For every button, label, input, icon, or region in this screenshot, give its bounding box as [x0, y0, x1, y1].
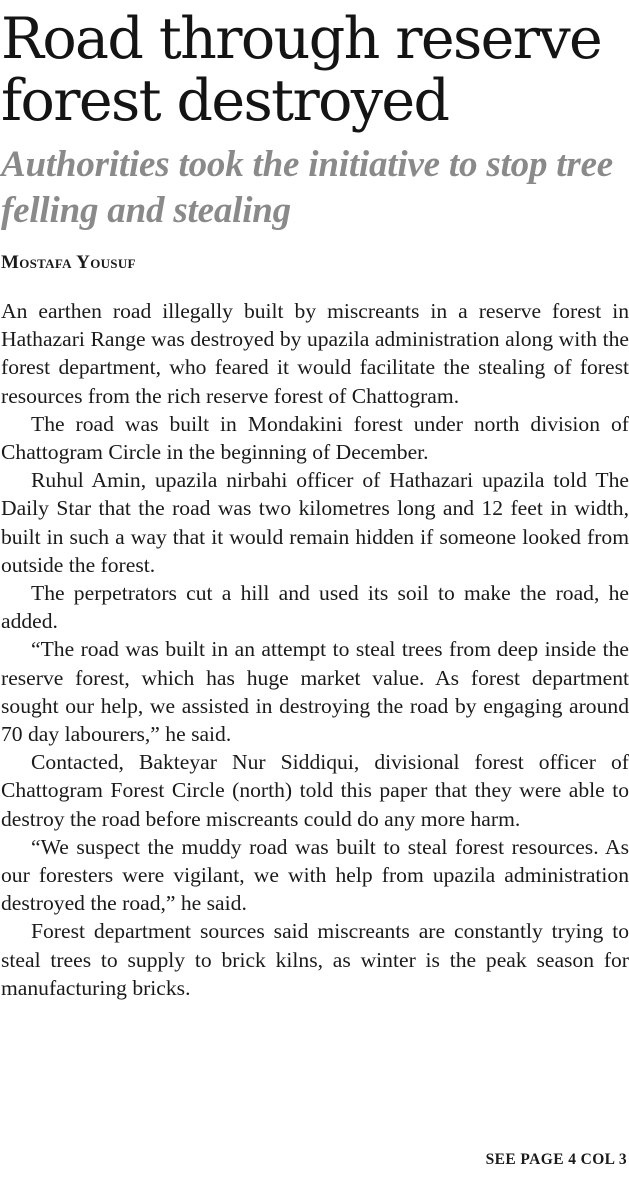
paragraph: “We suspect the muddy road was built to steal forest resources. As our foresters were vigilant, we with help from upazila administration destroyed the road,” he said. — [1, 834, 629, 916]
article-body — [1, 297, 629, 1002]
headline: Road through reserve forest destroyed — [1, 6, 602, 134]
paragraph: An earthen road illegally built by miscreants in a reserve forest in Hathazari Range was destroyed by upazila administration along with the forest department, who feared it would facilitate the stealing of forest resources from the rich reserve forest of Chattogram. — [1, 299, 629, 408]
subheadline: Authorities took the initiative to stop tree felling and stealing — [1, 144, 614, 231]
byline: Mostafa Yousuf — [1, 252, 136, 273]
paragraph: Forest department sources said miscreants are constantly trying to steal trees to supply to brick kilns, as winter is the peak season for manufacturing bricks. — [1, 919, 629, 1000]
continuation-note: SEE PAGE 4 COL 3 — [485, 1151, 627, 1168]
paragraph: Contacted, Bakteyar Nur Siddiqui, divisional forest officer of Chattogram Forest Circle (north) told this paper that they were able to destroy the road before miscreants could do any more harm. — [1, 750, 629, 831]
paragraph: Ruhul Amin, upazila nirbahi officer of Hathazari upazila told The Daily Star that the road was two kilometres long and 12 feet in width, built in such a way that it would remain hidden if someone looked from outside the forest. — [1, 468, 629, 577]
paragraph: The road was built in Mondakini forest under north division of Chattogram Circle in the beginning of December. — [1, 411, 629, 465]
paragraph: The perpetrators cut a hill and used its soil to make the road, he added. — [1, 581, 629, 634]
paragraph: “The road was built in an attempt to steal trees from deep inside the reserve forest, which has huge market value. As forest department sought our help, we assisted in destroying the road by engaging around 70 day labourers,” he said. — [1, 637, 629, 747]
